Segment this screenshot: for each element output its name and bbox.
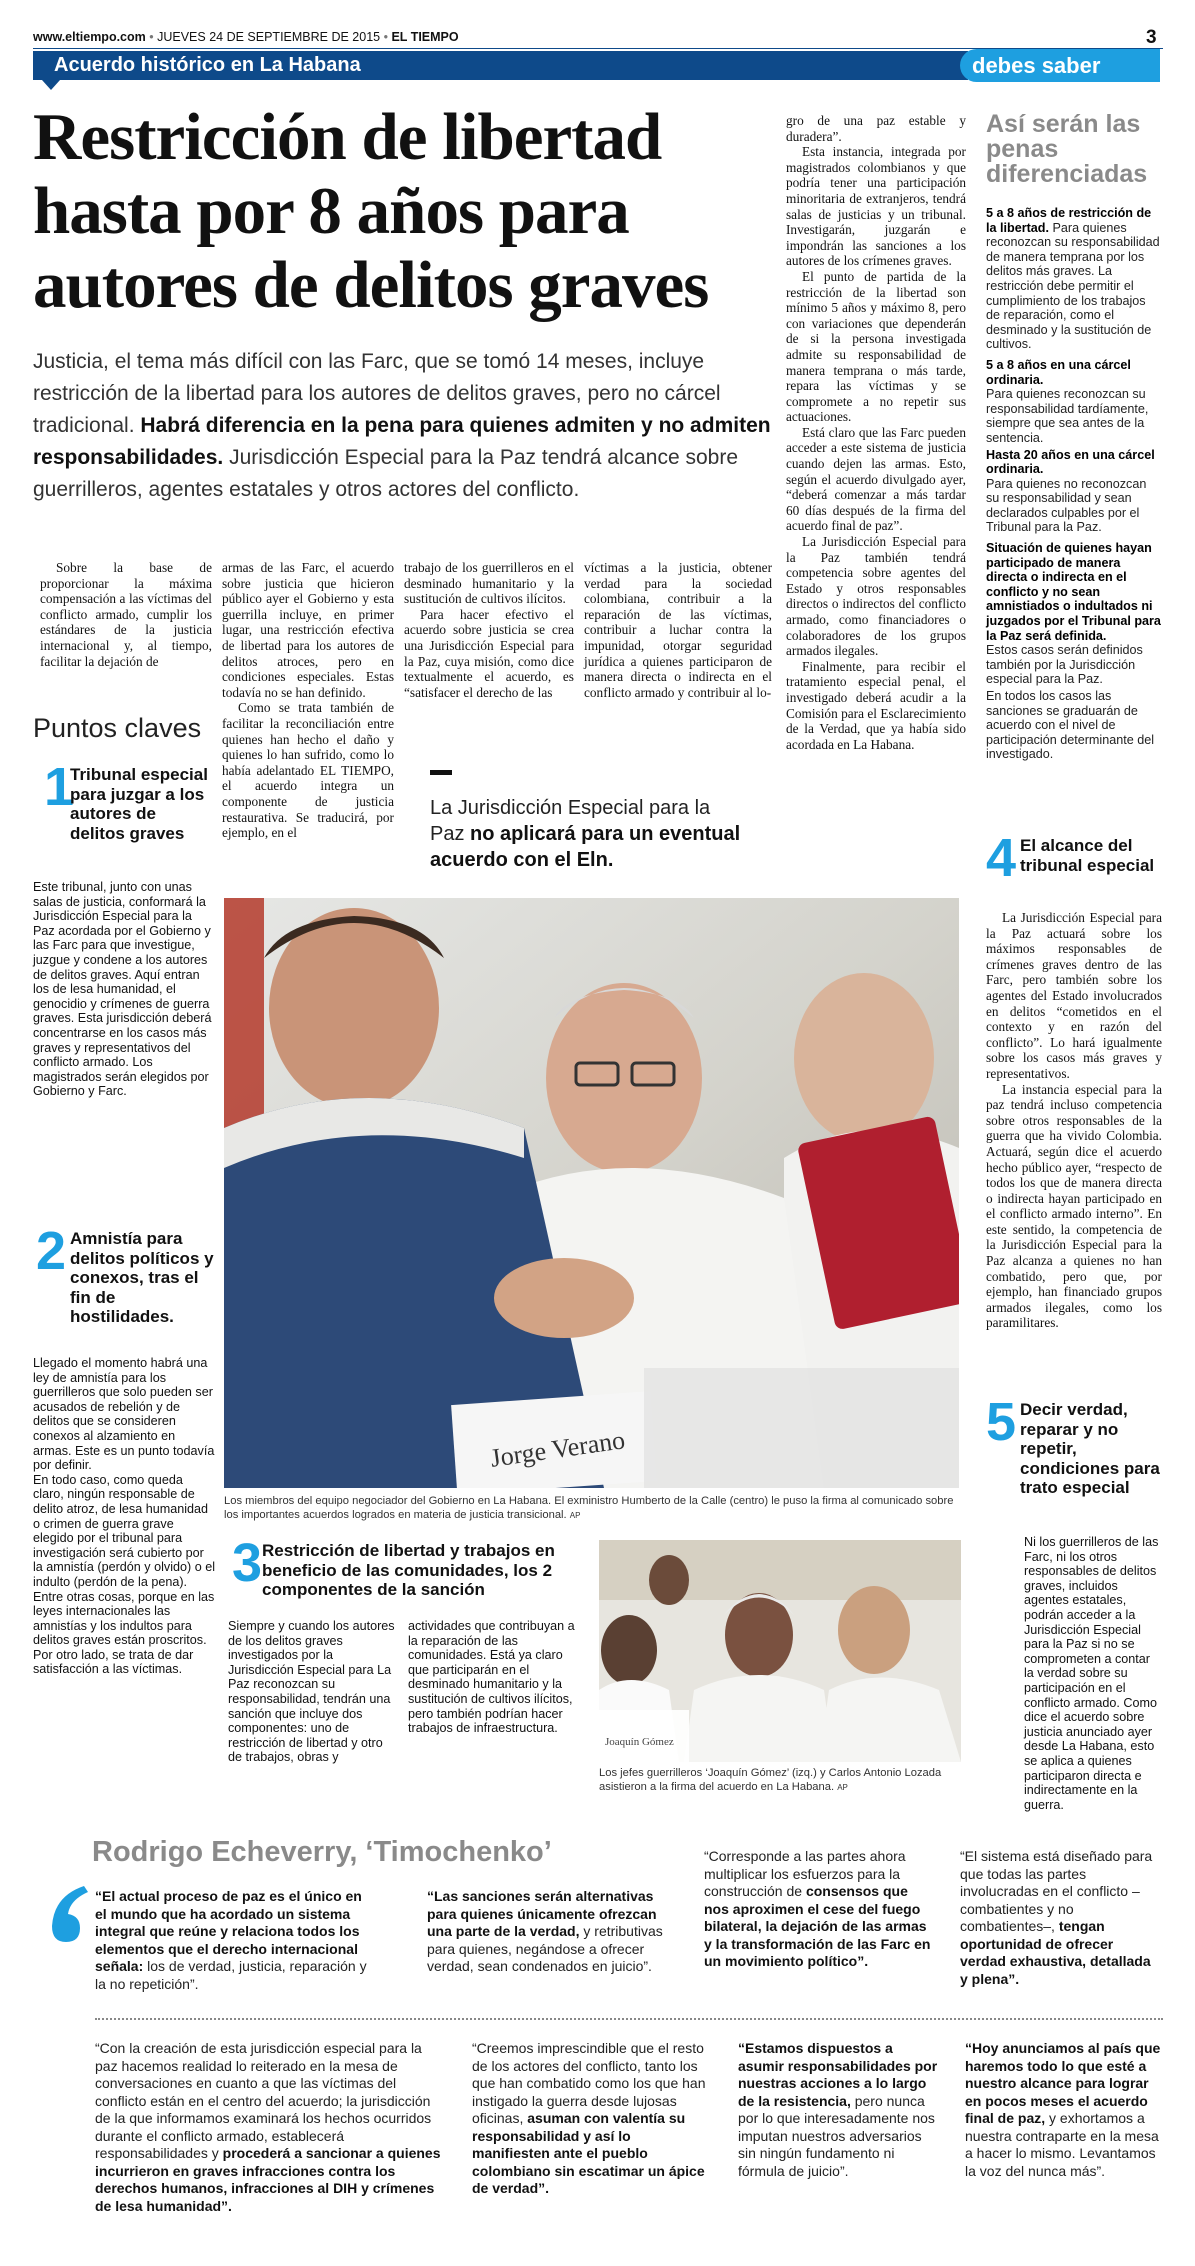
sidebar-text: Estos casos serán definidos también por la Jurisdicción especial para la Paz.	[986, 643, 1143, 687]
quote-bold: “Estamos dispuestos a asumir responsabilidades por nuestras acciones a lo largo de la resistencia,	[738, 2040, 938, 2109]
sidebar-item-2	[986, 358, 1162, 446]
pullquote-text: La Jurisdicción Especial para la Paz	[430, 797, 711, 845]
quote-mark-svg	[40, 1878, 94, 1948]
point-paragraph: En todo caso, como queda claro, ningún responsable de delito atroz, de lesa humanidad o crimen de guerra grave elegido por el tribunal para investigación será cubierto por la amnistía (perdón y olvido) o el indulto (perdón de la pena). Entre otras cosas, porque en las leyes internacionales las amnistías y los indultos para delitos graves están proscritos. Por otro lado, se trata de dar satisfacción a las víctimas.	[33, 1472, 216, 1677]
sidebar-body	[986, 206, 1162, 768]
point-number-1: 1	[44, 757, 75, 817]
quote-bold: “El actual proceso de paz es el único en el mundo que ha acordado un sistema integral que reúne y relaciona todos los elementos que el derecho internacional señala:	[95, 1888, 362, 1974]
headline	[33, 100, 793, 322]
main-photo	[224, 898, 959, 1488]
point-title-1: Tribunal especial para juzgar a los autores de delitos graves	[70, 765, 208, 843]
quote-mark-icon	[40, 1878, 94, 1948]
point-number-3: 3	[232, 1533, 263, 1593]
sidebar-bold: 5 a 8 años de restricción de la libertad.	[986, 206, 1152, 235]
placard-text: Jorge Verano	[488, 1425, 627, 1473]
point-text-2	[33, 1356, 215, 1677]
point-number-4: 4	[986, 828, 1017, 888]
point-text-1	[33, 880, 215, 1099]
headline-line-3: autores de delitos graves	[33, 248, 709, 322]
quote-5	[95, 2040, 443, 2215]
quotes-heading: Rodrigo Echeverry, ‘Timochenko’	[92, 1836, 552, 1868]
quote-text: “Creemos imprescindible que el resto de los actores del conflicto, tanto los que han combatido como los que han instigado la guerra desde lujosas oficinas,	[472, 2040, 706, 2126]
quote-bold: asuman con valentía su responsabilidad y así lo manifiesten ante el pueblo colombiano sin escatimar un ápice de verdad”.	[472, 2110, 705, 2196]
caption-text: Los miembros del equipo negociador del Gobierno en La Habana. El exministro Humberto de la Calle (centro) le puso la firma al comunicado sobre los importantes acuerdos logrados en materia de justicia transicional.	[224, 1495, 954, 1521]
body-column-2	[222, 560, 394, 841]
secondary-photo-caption	[599, 1766, 961, 1795]
quote-8	[965, 2040, 1163, 2180]
quote-text: pero nunca por lo que interesadamente nos imputan nuestros adversarios sin ningún fundamento ni fórmula de juicio”.	[738, 2092, 935, 2179]
quote-bold: tengan oportunidad de ofrecer verdad exhaustiva, detallada y plena”.	[960, 1918, 1151, 1987]
point-text-3b	[408, 1619, 586, 1736]
body-paragraph: armas de las Farc, el acuerdo sobre justicia que hicieron público ayer el Gobierno y esta guerrilla incluye, en primer lugar, una restricción efectiva de libertad para los autores de delitos atroces, pero en condiciones especiales. Estas todavía no se han definido.	[222, 560, 394, 700]
quote-7	[738, 2040, 938, 2180]
quote-text: “Con la creación de esta jurisdicción especial para la paz hacemos realidad lo reiterado en la mesa de conversaciones en cuanto a que las víctimas del conflicto están en el centro del acuerdo; la jurisdicción de la que informamos examinará los hechos ocurridos durante el conflicto armado, establecerá responsabilidades y	[95, 2040, 432, 2161]
header-rule	[33, 48, 1163, 49]
quote-bold: consensos que nos aproximen el cese del fuego bilateral, la dejación de las armas y la transformación de las Farc en un movimiento político”.	[704, 1883, 931, 1969]
body-paragraph: El punto de partida de la restricción de la libertad son mínimo 5 años y máximo 8, pero con variaciones que dependerán de si la persona investigada admite su responsabilidad de manera temprana o más tarde, repara las víctimas y se compromete a no repetir sus actuaciones.	[786, 268, 966, 425]
body-column-3	[404, 560, 574, 700]
secondary-photo-illustration	[599, 1540, 961, 1762]
site-url[interactable]: www.eltiempo.com	[33, 30, 146, 44]
headline-line-2: hasta por 8 años para	[33, 174, 629, 248]
main-photo-caption	[224, 1494, 959, 1523]
body-paragraph: trabajo de los guerrilleros en el desminado humanitario y la sustitución de cultivos ilícitos.	[404, 560, 574, 607]
body-paragraph: Esta instancia, integrada por magistrados colombianos y que podría tener una participación minoritaria de extranjeros, tendrá salas de justicias y un tribunal. Investigarán, juzgarán e impondrán las sanciones a los autores de los crímenes graves.	[786, 144, 966, 269]
puntos-heading: Puntos claves	[33, 713, 202, 743]
quote-3	[704, 1848, 936, 1971]
point-number-5: 5	[986, 1392, 1017, 1452]
point-number-2: 2	[36, 1221, 67, 1281]
quote-6	[472, 2040, 707, 2198]
pullquote-bold: no aplicará para un eventual acuerdo con el Eln.	[430, 823, 741, 871]
body-column-5	[786, 113, 966, 752]
quote-text: y retributivas para quienes, negándose a ofrecer verdad, sean condenados en juicio”.	[427, 1923, 663, 1974]
quote-text: y exhortamos a nuestra contraparte en la mesa a hacer lo mismo. Levantamos la voz del nunca más”.	[965, 2110, 1159, 2179]
point-paragraph: Este tribunal, junto con unas salas de justicia, conformará la Jurisdicción Especial para la Paz acordada por el Gobierno y las Farc para que investigue, juzgue y condene a los autores de delitos graves. Aquí entran los de lesa humanidad, el genocidio y crímenes de guerra graves. Esta jurisdicción deberá concentrarse en los casos más graves y representativos del conflicto armado. Los magistrados serán elegidos por Gobierno y Farc.	[33, 880, 212, 1099]
sidebar-text: En todos los casos las sanciones se graduarán de acuerdo con el nivel de participación determinante del investigado.	[986, 689, 1155, 762]
sidebar-item-3	[986, 448, 1162, 536]
caption-text: Los jefes guerrilleros ‘Joaquín Gómez’ (izq.) y Carlos Antonio Lozada asistieron a la firma del acuerdo en La Habana.	[599, 1767, 942, 1793]
point-title-3: Restricción de libertad y trabajos en beneficio de las comunidades, los 2 componentes de la sanción	[262, 1541, 555, 1599]
body-paragraph: La Jurisdicción Especial para la Paz también tendrá competencia sobre agentes del Estado y otros responsables directos o indirectos del conflicto armado, como financiadores o colaboradores de los grupos armados ilegales.	[786, 534, 966, 659]
body-paragraph: Sobre la base de proporcionar la máxima compensación a las víctimas del conflicto armado, cumplir los estándares de la justicia internacional y, al tiempo, facilitar la dejación de	[40, 560, 212, 669]
quote-bold: “Hoy anunciamos al país que haremos todo lo que esté a nuestro alcance para lograr en pocos meses el acuerdo final de paz,	[965, 2040, 1161, 2126]
point-paragraph: Siempre y cuando los autores de los delitos graves investigados por la Jurisdicción Especial para La Paz reconozcan su responsabilidad, tendrán una sanción que incluye dos componentes: uno de restricción de libertad y otro de trabajos, obras y	[228, 1619, 395, 1765]
quotes-divider	[95, 2018, 1163, 2020]
sidebar-text: Para quienes reconozcan su responsabilidad de manera temprana por los delitos más graves. La restricción debe permitir el cumplimiento de los trabajos de reparación, como el desminado y la sustitución de cultivos.	[986, 220, 1160, 352]
sidebar-text: Para quienes no reconozcan su responsabilidad y sean declarados culpables por el Tribunal para la Paz.	[986, 476, 1147, 535]
point-text-3a	[228, 1619, 398, 1765]
main-photo-illustration	[224, 898, 959, 1488]
point-text-5	[1024, 1535, 1162, 1812]
quote-text: “Corresponde a las partes ahora multiplicar los esfuerzos para la construcción de	[704, 1848, 906, 1899]
quote-text: los de verdad, justicia, reparación y la no repetición”.	[95, 1958, 367, 1992]
body-column-1	[40, 560, 212, 669]
section-title: Acuerdo histórico en La Habana	[54, 54, 361, 76]
point-paragraph: Llegado el momento habrá una ley de amnistía para los guerrilleros que solo pueden ser acusados de rebelión y de delitos que se consideren conexos al alzamiento en armas. Este es un punto todavía por definir.	[33, 1356, 215, 1473]
sidebar-text: Para quienes reconozcan su responsabilidad tardíamente, siempre que sea antes de la sentencia.	[986, 387, 1149, 445]
point-title-2: Amnistía para delitos políticos y conexos, tras el fin de hostilidades.	[70, 1229, 214, 1326]
sidebar-title: Así serán las penas diferenciadas	[986, 110, 1148, 188]
point-title-5: Decir verdad, reparar y no repetir, condiciones para trato especial	[1020, 1400, 1160, 1497]
sidebar-bold: 5 a 8 años en una cárcel ordinaria.	[986, 357, 1131, 387]
quote-1	[95, 1888, 377, 1993]
debes-saber-label: debes saber	[972, 53, 1101, 78]
sidebar-item-1	[986, 206, 1162, 352]
header-date: JUEVES 24 DE SEPTIEMBRE DE 2015	[157, 30, 381, 44]
caption-credit: AP	[569, 1511, 581, 1520]
page-number: 3	[1146, 27, 1157, 48]
sidebar-bold: Situación de quienes hayan participado de manera directa o indirecta en el conflicto y no sean amnistiados o indultados ni juzgados por el Tribunal para la Paz será definida.	[986, 541, 1161, 643]
pullquote	[430, 795, 750, 873]
quote-2	[427, 1888, 672, 1976]
quote-bold: “Las sanciones serán alternativas para quienes únicamente ofrezcan una parte de la verdad,	[427, 1888, 657, 1939]
header-paper: EL TIEMPO	[391, 30, 459, 44]
body-paragraph: Como se trata también de facilitar la reconciliación entre quienes han hecho el daño y quienes lo han sufrido, como lo había adelantado EL TIEMPO, el acuerdo integra un componente de justicia restaurativa. Se traducirá, por ejemplo, en el	[222, 700, 394, 841]
sidebar-item-4	[986, 541, 1162, 687]
point-paragraph: actividades que contribuyan a la reparación de las comunidades. Está ya claro que participarán en el desminado humanitario y la sustitución de cultivos ilícitos, pero también podrían hacer trabajos de infraestructura.	[408, 1619, 575, 1736]
point-paragraph: Ni los guerrilleros de las Farc, ni los otros responsables de delitos graves, incluidos agentes estatales, podrán acceder a la Jurisdicción Especial para la Paz si no se comprometen a contar la verdad sobre su participación en el conflicto armado. Como dice el acuerdo sobre justicia anunciado ayer desde La Habana, esto se aplica a quienes participaron directa e indirectamente en la guerra.	[1024, 1535, 1159, 1812]
body-paragraph: Está claro que las Farc pueden acceder a este sistema de justicia cuando dejen las armas. Esto, según el acuerdo divulgado ayer, “deberá comenzar a más tardar 60 días después de la firma del acuerdo final de paz”.	[786, 424, 966, 534]
quote-bold: procederá a sancionar a quienes incurrieron en graves infracciones contra los derechos humanos, infracciones al DIH y crímenes de lesa humanidad”.	[95, 2145, 441, 2214]
caption-credit: AP	[837, 1783, 848, 1792]
lead-paragraph	[33, 346, 801, 506]
body-paragraph: Finalmente, para recibir el tratamiento especial penal, el investigado deberá acudir a la Comisión para el Esclarecimiento de la Verdad, que ya había sido acordada en La Habana.	[786, 658, 966, 752]
secondary-photo	[599, 1540, 961, 1762]
body-paragraph: víctimas a la justicia, obtener verdad para la sociedad colombiana, contribuir a la reparación de las víctimas, contribuir a luchar contra la impunidad, otorgar seguridad jurídica a quienes participaron de manera directa o indirecta en el conflicto armado y contribuir al lo-	[584, 560, 772, 700]
body-paragraph: Para hacer efectivo el acuerdo sobre justicia se crea una Jurisdicción Especial para la Paz, cuya misión, como dice textualmente el acuerdo, es “satisfacer el derecho de las	[404, 606, 574, 700]
sidebar-item-5	[986, 689, 1162, 762]
page-header: www.eltiempo.com • JUEVES 24 DE SEPTIEMBRE DE 2015 • EL TIEMPO	[33, 30, 459, 44]
sidebar-bold: Hasta 20 años en una cárcel ordinaria.	[986, 447, 1155, 477]
body-paragraph: gro de una paz estable y duradera”.	[786, 113, 966, 144]
lead-text-2: Jurisdicción Especial para la Paz tendrá alcance sobre guerrilleros, agentes estatales y otros actores del conflicto.	[33, 446, 739, 501]
point-paragraph: La Jurisdicción Especial para la Paz actuará sobre los máximos responsables de crímenes graves dentro de las Farc, pero también sobre los agentes del Estado involucrados en delitos “cometidos en el contexto y en razón del conflicto”. Lo hará igualmente sobre los casos más graves y representativos.	[986, 910, 1162, 1081]
point-title-4: El alcance del tribunal especial	[1020, 836, 1155, 875]
lead-text-bold: Habrá diferencia en la pena para quienes admiten y no admiten responsabilidades.	[33, 414, 771, 469]
point-text-4	[986, 910, 1162, 1331]
headline-line-1: Restricción de libertad	[33, 100, 662, 174]
placard-text-small: Joaquín Gómez	[605, 1736, 674, 1748]
quote-text: “El sistema está diseñado para que todas las partes involucradas en el conflicto –combatientes y no combatientes–,	[960, 1848, 1153, 1934]
lead-text-1: Justicia, el tema más difícil con las Farc, que se tomó 14 meses, incluye restricción de la libertad para los autores de delitos graves, pero no cárcel tradicional.	[33, 350, 721, 437]
section-bar-notch	[42, 80, 60, 90]
quote-4	[960, 1848, 1160, 1988]
body-column-4	[584, 560, 772, 700]
point-paragraph: La instancia especial para la paz tendrá incluso competencia sobre otros responsables de la guerra que ha vivido Colombia. Actuará, según dice el acuerdo hecho público ayer, “respecto de todos los que de manera directa o indirecta hayan participado en el conflicto armado interno”. En este sentido, la competencia de la Jurisdicción Especial para la Paz alcanza a quienes no han combatido, pero que, por ejemplo, han financiado grupos armados ilegales, como los paramilitares.	[986, 1081, 1162, 1331]
pullquote-dash	[430, 770, 452, 775]
